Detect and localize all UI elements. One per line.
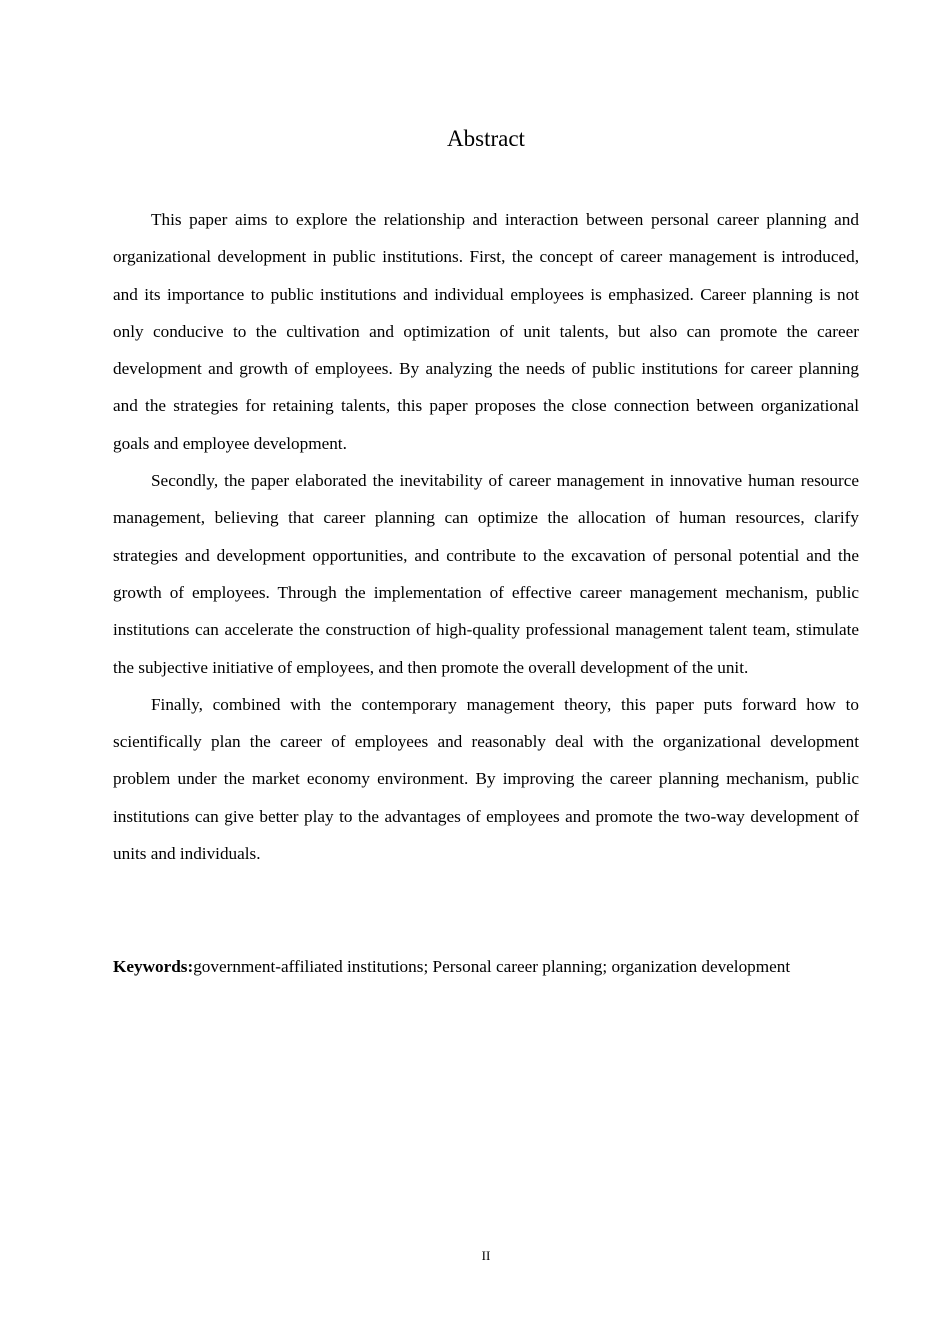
keywords-line <box>113 948 859 985</box>
keywords-text: government-affiliated institutions; Personal career planning; organization development <box>193 957 791 976</box>
abstract-paragraph-2: Secondly, the paper elaborated the inevitability of career management in innovative human resource management, believing that career planning can optimize the allocation of human resources, clarify strategies and development opportunities, and contribute to the excavation of personal potential and the growth of employees. Through the implementation of effective career management mechanism, public institutions can accelerate the construction of high-quality professional management talent team, stimulate the subjective initiative of employees, and then promote the overall development of the unit. <box>113 471 859 677</box>
abstract-paragraph-1: This paper aims to explore the relationship and interaction between personal career planning and organizational development in public institutions. First, the concept of career management is introduced, and its importance to public institutions and individual employees is emphasized. Career planning is not only conducive to the cultivation and optimization of unit talents, but also can promote the career development and growth of employees. By analyzing the needs of public institutions for career planning and the strategies for retaining talents, this paper proposes the close connection between organizational goals and employee development. <box>113 210 859 453</box>
page-number: II <box>481 1248 491 1263</box>
abstract-paragraph-3: Finally, combined with the contemporary management theory, this paper puts forward how to scientifically plan the career of employees and reasonably deal with the organizational development problem under the market economy environment. By improving the career planning mechanism, public institutions can give better play to the advantages of employees and promote the two-way development of units and individuals. <box>113 694 859 864</box>
abstract-title: Abstract <box>447 126 525 151</box>
keywords-label: Keywords: <box>113 957 194 976</box>
abstract-body <box>113 201 859 872</box>
